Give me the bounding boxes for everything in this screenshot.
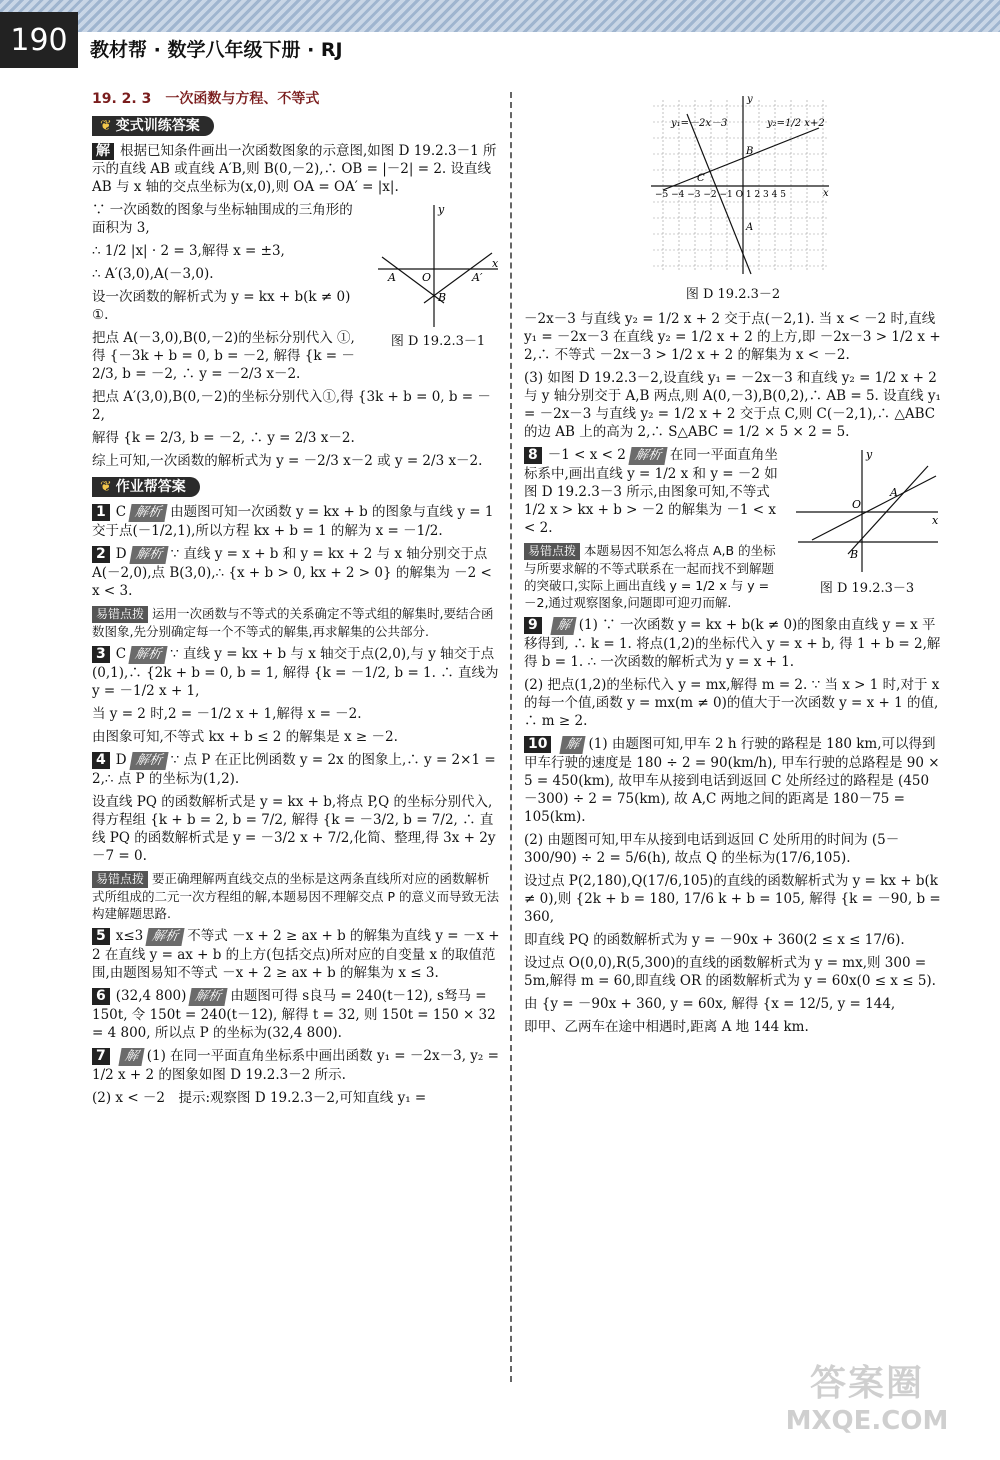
analysis-tag: 解析	[129, 504, 168, 522]
question-2	[92, 545, 502, 600]
right-column	[524, 90, 942, 1041]
paragraph: 即甲、乙两车在途中相遇时,距离 A 地 144 km.	[524, 1019, 809, 1035]
paragraph: ∵ 一次函数的图象与坐标轴围成的三角形的面积为 3,	[92, 202, 353, 236]
figure-1-graph	[374, 201, 502, 329]
analysis-tag: 解析	[129, 646, 168, 664]
figure-d19-2-3-1	[374, 201, 502, 351]
question-number: 9	[524, 617, 542, 634]
analysis-tag: 解析	[146, 928, 185, 946]
watermark-url: MXQE.COM	[785, 1406, 949, 1436]
question-text: 在同一平面直角坐标系中,画出直线 y = 1/2 x 和 y = －2 如图 D 19.2.3－3 所示,由图象可知,不等式 1/2 x > kx + b > －2 的解集为 －1 < x < 2.	[524, 447, 778, 536]
paragraph: 设直线 PQ 的函数解析式是 y = kx + b,将点 P,Q 的坐标分别代入,得方程组 {k + b = 2, b = 7/2, 解得 {k = －3/2, b = 7/2, ∴ 直线 PQ 的函数解析式是 y = －3/2 x + 7/2,化简、整理,得 3x + 2y－7 = 0.	[92, 794, 496, 864]
paragraph: 设过点 P(2,180),Q(17/6,105)的直线的函数解析式为 y = kx + b(k ≠ 0),则 {2k + b = 180, 17/6 k + b = 105, 解得 {k = －90, b = 360,	[524, 873, 941, 925]
question-number: 8	[524, 447, 542, 464]
page-header	[0, 0, 1000, 68]
label-b: B	[438, 291, 447, 304]
label-b: B	[850, 548, 859, 561]
answer-tag: 解	[118, 1048, 144, 1066]
label-c: C	[697, 173, 705, 184]
question-text: ∵ 直线 y = x + b 和 y = kx + 2 与 x 轴分别交于点 A(－2,0),点 B(3,0),∴ {x + b > 0, kx + 2 > 0} 的解集为 －2 < x < 3.	[92, 546, 492, 599]
analysis-tag: 解析	[129, 546, 168, 564]
question-text: 由题图可知一次函数 y = kx + b 的图象与直线 y = 1 交于点(－1/2,1),所以方程 kx + b = 1 的解为 x = －1/2.	[92, 504, 494, 539]
label-y: y	[866, 448, 873, 461]
question-text: 由题图可得 s良马 = 240(t－12), s驽马 = 150t, 令 150t = 240(t－12), 解得 t = 32, 则 150t = 150 × 32 = 4 800, 所以点 P 的坐标为(32,4 800).	[92, 988, 496, 1041]
label-x: x	[492, 257, 499, 270]
tip-text: 本题易因不知怎么将点 A,B 的坐标与所要求解的不等式联系在一起而找不到解题的突破口,实际上画出直线 y = 1/2 x 与 y = －2,通过观察图象,问题即可迎刃而解.	[524, 543, 776, 610]
question-text: ∵ 直线 y = kx + b 与 x 轴交于点(2,0),与 y 轴交于点(0,1),∴ {2k + b = 0, b = 1, 解得 {k = －1/2, b = 1. ∴ 直线为 y = －1/2 x + 1,	[92, 646, 499, 699]
page-number: 190	[0, 12, 78, 68]
question-10	[524, 735, 942, 826]
question-number: 3	[92, 646, 110, 663]
paragraph: 由图象可知,不等式 kx + b ≤ 2 的解集是 x ≥ －2.	[92, 729, 398, 745]
analysis-tag: 解析	[189, 988, 228, 1006]
banner-label: 作业帮答案	[115, 479, 186, 495]
question-text: ∵ 点 P 在正比例函数 y = 2x 的图象上,∴ y = 2×1 = 2,∴ 点 P 的坐标为(1,2).	[92, 752, 496, 787]
question-number: 6	[92, 988, 110, 1005]
figure-caption: 图 D 19.2.3－3	[819, 581, 915, 596]
label-o: O	[852, 498, 862, 511]
analysis-tag: 解析	[628, 447, 667, 465]
left-column	[92, 90, 502, 1112]
label-a: A	[890, 486, 898, 499]
paragraph: 把点 A(－3,0),B(0,－2)的坐标分别代入 ①,得 {－3k + b = 0, b = －2, 解得 {k = －2/3, b = －2, ∴ y = －2/3 x－2.	[92, 330, 355, 382]
tip-text: 要正确理解两直线交点的坐标是这两条直线所对应的函数解析式所组成的二元一次方程组的解,本题易因不理解交点 P 的意义而导致无法构建解题思路.	[92, 871, 499, 921]
paragraph: (2) x < －2 提示:观察图 D 19.2.3－2,可知直线 y₁ =	[92, 1090, 427, 1106]
tip-tag: 易错点拨	[92, 871, 148, 888]
label-a: A	[746, 222, 754, 233]
paragraph: 设一次函数的解析式为 y = kx + b(k ≠ 0) ①.	[92, 289, 351, 323]
paragraph-text: 根据已知条件画出一次函数图象的示意图,如图 D 19.2.3－1 所示的直线 AB 或直线 A′B,则 B(0,－2),∴ OB = |－2| = 2. 设直线 AB 与 x 轴的交点坐标为(x,0),则 OA = OA′ = |x|.	[92, 143, 497, 195]
label-y2: y₂=1/2 x+2	[767, 118, 825, 129]
error-tip	[92, 870, 502, 922]
paragraph: (2) 由题图可知,甲车从接到电话到返回 C 处所用的时间为 (5－300/90) ÷ 2 = 5/6(h), 故点 Q 的坐标为(17/6,105).	[524, 832, 900, 866]
paragraph	[92, 142, 502, 196]
paragraph: 解得 {k = 2/3, b = －2, ∴ y = 2/3 x－2.	[92, 430, 355, 446]
answer: (32,4 800)	[115, 988, 187, 1004]
section-title: 19. 2. 3 一次函数与方程、不等式	[92, 91, 320, 107]
label-y: y	[747, 94, 753, 105]
question-text: (1) 在同一平面直角坐标系中画出函数 y₁ = －2x－3, y₂ = 1/2 x + 2 的图象如图 D 19.2.3－2 所示.	[92, 1048, 499, 1083]
paragraph: 即直线 PQ 的函数解析式为 y = －90x + 360(2 ≤ x ≤ 17/6).	[524, 932, 905, 948]
question-number: 10	[524, 736, 551, 753]
figure-2-graph	[633, 90, 833, 286]
figure-caption: 图 D 19.2.3－2	[685, 287, 781, 302]
paragraph: 当 y = 2 时,2 = －1/2 x + 1,解得 x = －2.	[92, 706, 362, 722]
question-5	[92, 927, 502, 982]
answer: D	[115, 546, 127, 562]
figure-d19-2-3-2	[524, 90, 942, 304]
variant-answers-banner	[92, 116, 214, 136]
paragraph: 综上可知,一次函数的解析式为 y = －2/3 x－2 或 y = 2/3 x－2.	[92, 453, 483, 469]
label-x: x	[823, 188, 829, 199]
answer-tag: 解	[92, 143, 114, 160]
tick-label: −5 −4 −3 −2 −1 O 1 2 3 4 5	[655, 190, 786, 200]
label-y: y	[438, 203, 445, 216]
answer-tag: 解	[560, 736, 586, 754]
book-title: 教材帮 · 数学八年级下册 · RJ	[78, 32, 1000, 68]
question-text: (1) ∵ 一次函数 y = kx + b(k ≠ 0)的图象由直线 y = x 平移得到, ∴ k = 1. 将点(1,2)的坐标代入 y = x + b, 得 1 + b = 2,解得 b = 1. ∴ 一次函数的解析式为 y = x + 1.	[524, 617, 941, 670]
analysis-tag: 解析	[129, 752, 168, 770]
paragraph: ∴ A′(3,0),A(－3,0).	[92, 266, 214, 282]
line-half-x	[812, 476, 936, 540]
paragraph: 由 {y = －90x + 360, y = 60x, 解得 {x = 12/5, y = 144,	[524, 996, 896, 1012]
label-a: A	[388, 271, 396, 284]
paragraph: －2x－3 与直线 y₂ = 1/2 x + 2 交于点(－2,1). 当 x < －2 时,直线 y₁ = －2x－3 在直线 y₂ = 1/2 x + 2 的上方,即 －2x－3 > 1/2 x + 2,∴ 不等式 －2x－3 > 1/2 x + 2 的解集为 x < －2.	[524, 311, 941, 363]
tip-tag: 易错点拨	[92, 606, 148, 623]
question-number: 1	[92, 504, 110, 521]
figure-caption: 图 D 19.2.3－1	[390, 334, 486, 349]
question-text: (1) 由题图可知,甲车 2 h 行驶的路程是 180 km,可以得到甲车行驶的速度是 180 ÷ 2 = 90(km/h), 甲车行驶的总路程是 90 × 5 = 450(km), 故甲车从接到电话到返回 C 处所经过的路程是 (450－300) ÷ 2 = 75(km), 故 A,C 两地之间的距离是 180－75 = 105(km).	[524, 736, 940, 825]
question-number: 5	[92, 928, 110, 945]
line-y2	[663, 128, 819, 190]
label-b: B	[746, 146, 754, 157]
question-number: 4	[92, 752, 110, 769]
answer: x≤3	[115, 928, 144, 944]
leaf-icon: ❦	[100, 118, 112, 134]
question-4	[92, 751, 502, 788]
answer: －1 < x < 2	[547, 447, 626, 463]
question-9	[524, 616, 942, 671]
error-tip	[92, 605, 502, 640]
homework-answers-banner	[92, 477, 200, 497]
tip-text: 运用一次函数与不等式的关系确定不等式组的解集时,要结合函数图象,先分别确定每一个不等式的解集,再求解集的公共部分.	[92, 606, 494, 639]
leaf-icon: ❦	[100, 479, 112, 495]
banner-label: 变式训练答案	[115, 118, 200, 134]
label-o: O	[422, 271, 432, 284]
paragraph: (2) 把点(1,2)的坐标代入 y = mx,解得 m = 2. ∵ 当 x > 1 时,对于 x 的每一个值,函数 y = mx(m ≠ 0)的值大于一次函数 y = x + 1 的值, ∴ m ≥ 2.	[524, 677, 940, 729]
watermark	[752, 1355, 982, 1450]
question-7	[92, 1047, 502, 1084]
answer: C	[115, 504, 127, 520]
question-6	[92, 987, 502, 1042]
paragraph: 设过点 O(0,0),R(5,300)的直线的函数解析式为 y = mx,则 300 = 5m,解得 m = 60,即直线 OR 的函数解析式为 y = 60x(0 ≤ x ≤ 5).	[524, 955, 936, 989]
question-number: 7	[92, 1048, 110, 1065]
paragraph: 把点 A′(3,0),B(0,－2)的坐标分别代入①,得 {3k + b = 0, b = －2,	[92, 389, 491, 423]
paragraph: (3) 如图 D 19.2.3－2,设直线 y₁ = －2x－3 和直线 y₂ = 1/2 x + 2 与 y 轴分别交于 A,B 两点,则 A(0,－3),B(0,2),∴ AB = 5. 设直线 y₁ = －2x－3 与直线 y₂ = 1/2 x + 2 交于点 C,则 C(－2,1),∴ △ABC 的边 AB 上的高为 2,∴ S△ABC = 1/2 × 5 × 2 = 5.	[524, 370, 941, 440]
label-y1: y₁=－2x－3	[671, 118, 728, 129]
question-3	[92, 645, 502, 700]
question-text: 不等式 －x + 2 ≥ ax + b 的解集为直线 y = －x + 2 在直线 y = ax + b 的上方(包括交点)所对应的自变量 x 的取值范围,由题图易知不等式 －x + 2 ≥ ax + b 的解集为 x ≤ 3.	[92, 928, 500, 981]
answer-tag: 解	[550, 617, 576, 635]
question-number: 2	[92, 546, 110, 563]
paragraph: ∴ 1/2 |x| · 2 = 3,解得 x = ±3,	[92, 243, 285, 259]
question-1	[92, 503, 502, 540]
watermark-title: 答案圈	[809, 1363, 924, 1404]
figure-3-graph	[792, 446, 942, 576]
tip-tag: 易错点拨	[524, 543, 580, 560]
figure-d19-2-3-3	[792, 446, 942, 598]
column-divider	[510, 92, 512, 1382]
label-a-prime: A′	[472, 271, 483, 284]
label-x: x	[932, 514, 939, 527]
answer: C	[115, 646, 127, 662]
answer: D	[115, 752, 127, 768]
